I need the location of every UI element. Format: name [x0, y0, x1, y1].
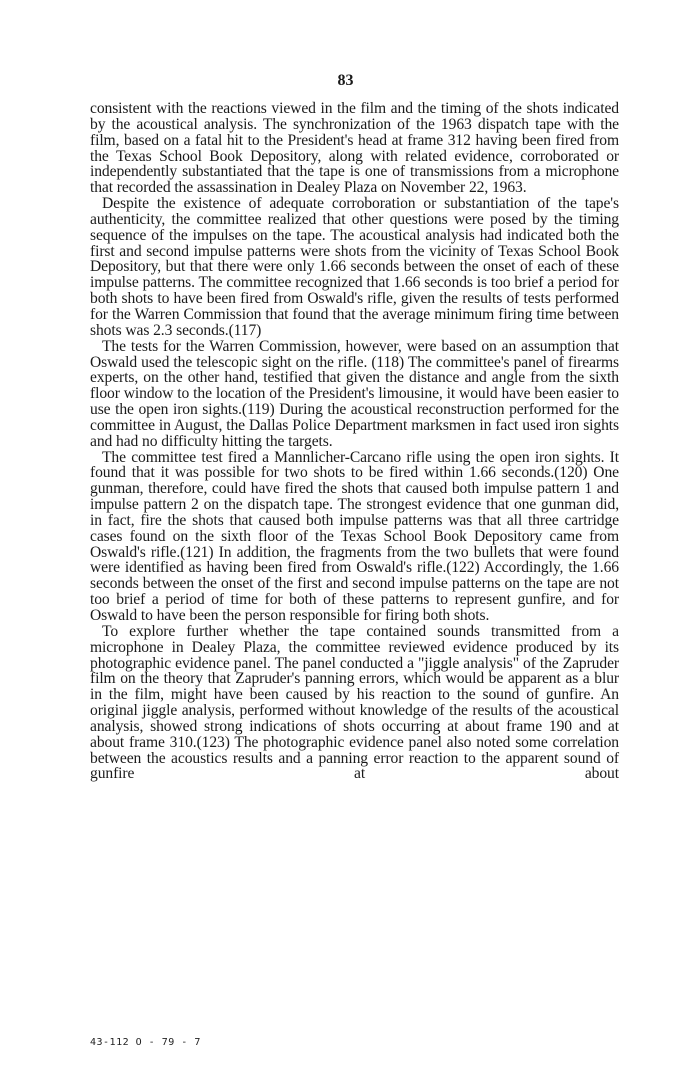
page-number: 83: [337, 72, 354, 89]
footer-print-code: 43-112 O - 79 - 7: [90, 1037, 201, 1048]
body-text: [90, 101, 619, 782]
paragraph-5: To explore further whether the tape contained sounds transmitted from a microphone in Dealey Plaza, the committee reviewed evidence produced by its photographic evidence panel. The panel conducted a "jiggle analysis" of the Zapruder film on the theory that Zapruder's panning errors, which would be apparent as a blur in the film, might have been caused by his reaction to the sound of gunfire. An original jiggle analysis, performed without knowledge of the results of the acoustical analysis, showed strong indications of shots occurring at about frame 190 and at about frame 310.(123) The photographic evidence panel also noted some correlation between the acoustics results and a panning error reaction to the apparent sound of gunfire at about: [90, 622, 619, 783]
paragraph-4: The committee test fired a Mannlicher-Carcano rifle using the open iron sights. It found that it was possible for two shots to be fired within 1.66 seconds.(120) One gunman, therefore, could have fired the shots that caused both impulse pattern 1 and impulse pattern 2 on the dispatch tape. The strongest evidence that one gunman did, in fact, fire the shots that caused both impulse patterns was that all three cartridge cases found on the sixth floor of the Texas School Book Depository came from Oswald's rifle.(121) In addition, the fragments from the two bullets that were found were identified as having been fired from Oswald's rifle.(122) Accordingly, the 1.66 seconds between the onset of the first and second impulse patterns on the tape are not too brief a period of time for both of these patterns to represent gunfire, and for Oswald to have been the person responsible for firing both shots.: [90, 448, 619, 624]
paragraph-3: The tests for the Warren Commission, however, were based on an assumption that Oswald used the telescopic sight on the rifle. (118) The committee's panel of firearms experts, on the other hand, testified that given the distance and angle from the sixth floor window to the location of the President's limousine, it would have been easier to use the open iron sights.(119) During the acoustical reconstruction performed for the committee in August, the Dallas Police Department marksmen in fact used iron sights and had no difficulty hitting the targets.: [90, 337, 619, 450]
paragraph-1: consistent with the reactions viewed in the film and the timing of the shots indicated by the acoustical analysis. The synchronization of the 1963 dispatch tape with the film, based on a fatal hit to the President's head at frame 312 having been fired from the Texas School Book Depository, along with related evidence, corroborated or independently substantiated that the tape is one of transmissions from a microphone that recorded the assassination in Dealey Plaza on November 22, 1963.: [90, 100, 619, 197]
paragraph-2: Despite the existence of adequate corroboration or substantiation of the tape's authenticity, the committee realized that other questions were posed by the timing sequence of the impulses on the tape. The acoustical analysis had indicated both the first and second impulse patterns were shots from the vicinity of Texas School Book Depository, but that there were only 1.66 seconds between the onset of each of these impulse patterns. The committee recognized that 1.66 seconds is too brief a period for both shots to have been fired from Oswald's rifle, given the results of tests performed for the Warren Commission that found that the average minimum firing time between shots was 2.3 seconds.(117): [90, 195, 619, 339]
